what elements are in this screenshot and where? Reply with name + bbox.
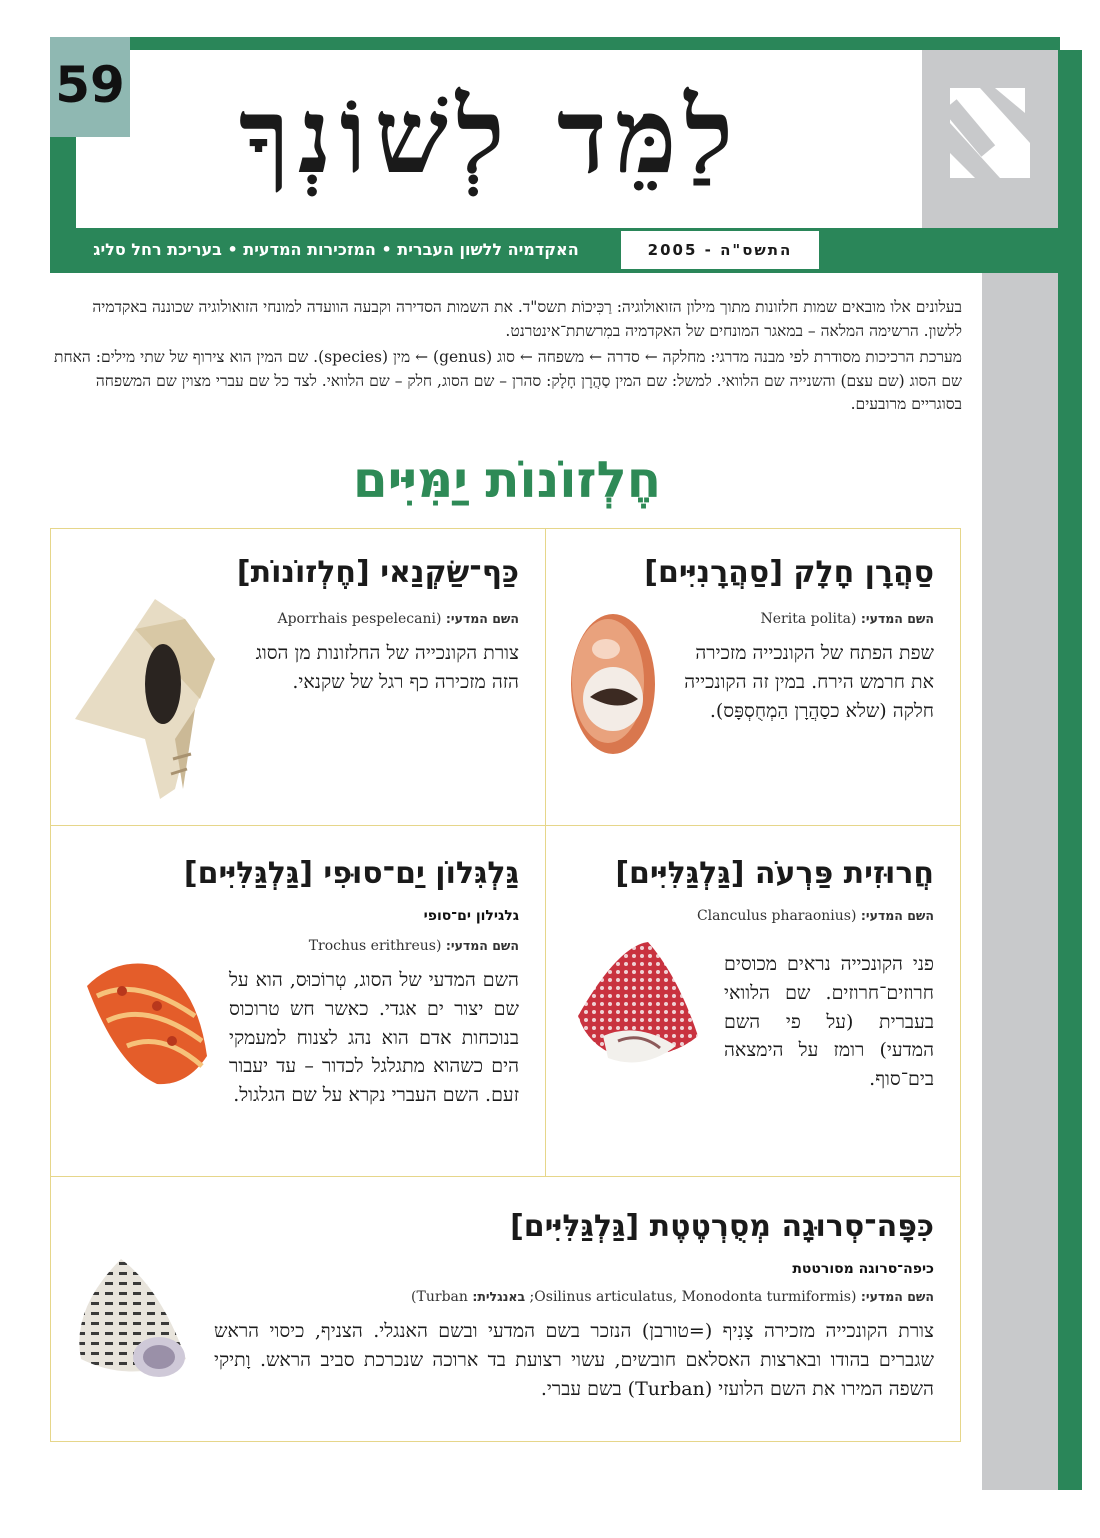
entry-card <box>545 825 961 1177</box>
right-green-band <box>1058 50 1082 1490</box>
scientific-name: השם המדעי: (Trochus erithreus <box>308 938 519 954</box>
alternative-spelling: גלגילון ים־סופי <box>423 908 519 924</box>
section-title: חֶלְזוֹנוֹת יַמִּיִּים <box>352 451 662 509</box>
scientific-name: השם המדעי: (Aporrhais pespelecani <box>277 611 519 627</box>
publication-date: התשס"ה - 2005 <box>620 230 820 270</box>
entry-name: סַהֲרָן חָלָק [סַהֲרָנִיִּים] <box>644 555 934 590</box>
entry-name: גַּלְגִּלוֹן יַם־סוּפִי [גַּלְגַּלִּיִּים] <box>183 856 519 891</box>
nerite-shell-icon <box>558 609 668 759</box>
issue-number: 59 <box>55 56 125 114</box>
entry-description: צורת הקונכייה של החלזונות מן הסוג הזה מזכירה כף רגל של שקנאי. <box>255 642 519 693</box>
pelican-foot-shell-icon <box>65 589 235 809</box>
entry-card <box>50 825 546 1177</box>
entry-description: השם המדעי של הסוג, טְרוֹכוּס, הוא על שם יצור ים אגדי. כאשר חש טרוכוס בנוכחות אדם הוא נהג לצנוח למעמקי הים כשהוא מתגלגל לכדור – עד יעבור זעם. השם העברי נקרא על שם הגלגול. <box>229 969 519 1107</box>
entry-card <box>50 528 546 826</box>
academy-logo-icon <box>922 50 1058 228</box>
turban-shell-icon <box>61 1249 201 1389</box>
entry-card <box>545 528 961 826</box>
entry-description: פני הקונכייה נראים מכוסים חרוזים־חרוזים. שם הלוואי בעברית (על פי השם המדעי) רומז על הימצאה בים־סוף. <box>724 953 934 1091</box>
intro-paragraph: בעלונים אלו מובאים שמות חלזונות מתוך מילון הזואולוגיה: רַכִּיכוֹת תשס"ד. את השמות הסדירה וקבעה הוועדה למונחי הזואולוגיה שכוננה באקדמיה ללשון. הרשימה המלאה – במאגר המונחים של האקדמיה במִרשתת־אינטרנט. <box>92 298 962 340</box>
entry-description: צורת הקונכייה מזכירה צָנִיף (=טורבן) הנזכר בשם המדעי ובשם האנגלי. הצניף, כיסוי הראש שגברים בהודו ובארצות האסלאם חובשים, עשוי רצועת בד ארוכה שנכרכת סביב הראש. וָתיקי השפה המירו את השם הלועזי (Turban) בשם עברי. <box>214 1320 934 1400</box>
entry-name: כִּפָּה־סְרוּגָה מְסֻרְטֶטֶת [גַּלְגַּלִּיִּים] <box>510 1209 934 1244</box>
entry-card <box>50 1176 961 1442</box>
top-shell-icon <box>77 946 217 1096</box>
entry-description: שפת הפתח של הקונכייה מזכירה את חרמש הירח. במין זה הקונכייה חלקה (שלא כסַהֲרָן הַמְחֻסְפָּס). <box>684 642 934 722</box>
entry-name: חֲרוּזִית פַּרְעֹה [גַּלְגַּלִּיִּים] <box>615 856 934 891</box>
scientific-name: השם המדעי: (Nerita polita <box>760 611 934 627</box>
entry-name: כַּף־שַׂקְנַאי [חֶלְזוֹנוֹת] <box>236 555 519 590</box>
intro-paragraph: מערכת הרכיכות מסודרת לפי מבנה מדרגי: מחלקה ← סדרה ← משפחה ← סוג (genus) ← מין (species). שם המין הוא צירוף של שתי מילים: האחת שם הסוג (שם עצם) והשנייה שם הלוואי. למשל: שם המין סַהֲרָן חָלָק: סהרן – שם הסוג, חלק – שם הלוואי. לצד כל שם עברי מצוין שם המשפחה בסוגריים מרובעים. <box>54 348 962 413</box>
alternative-spelling: כיפה־סרוגה מסורטטת <box>792 1261 934 1277</box>
masthead-title: לַמֵּד לְשׁוֹנְךָ <box>238 74 742 197</box>
publisher-line: האקדמיה ללשון העברית • המזכירות המדעית • בעריכת רחל סליג <box>93 240 579 259</box>
strawberry-top-shell-icon <box>558 936 708 1086</box>
scientific-name: השם המדעי: (Osilinus articulatus, Monodonta turmiformis; באנגלית: Turban) <box>411 1289 934 1305</box>
scientific-name: השם המדעי: (Clanculus pharaonius <box>696 908 934 924</box>
